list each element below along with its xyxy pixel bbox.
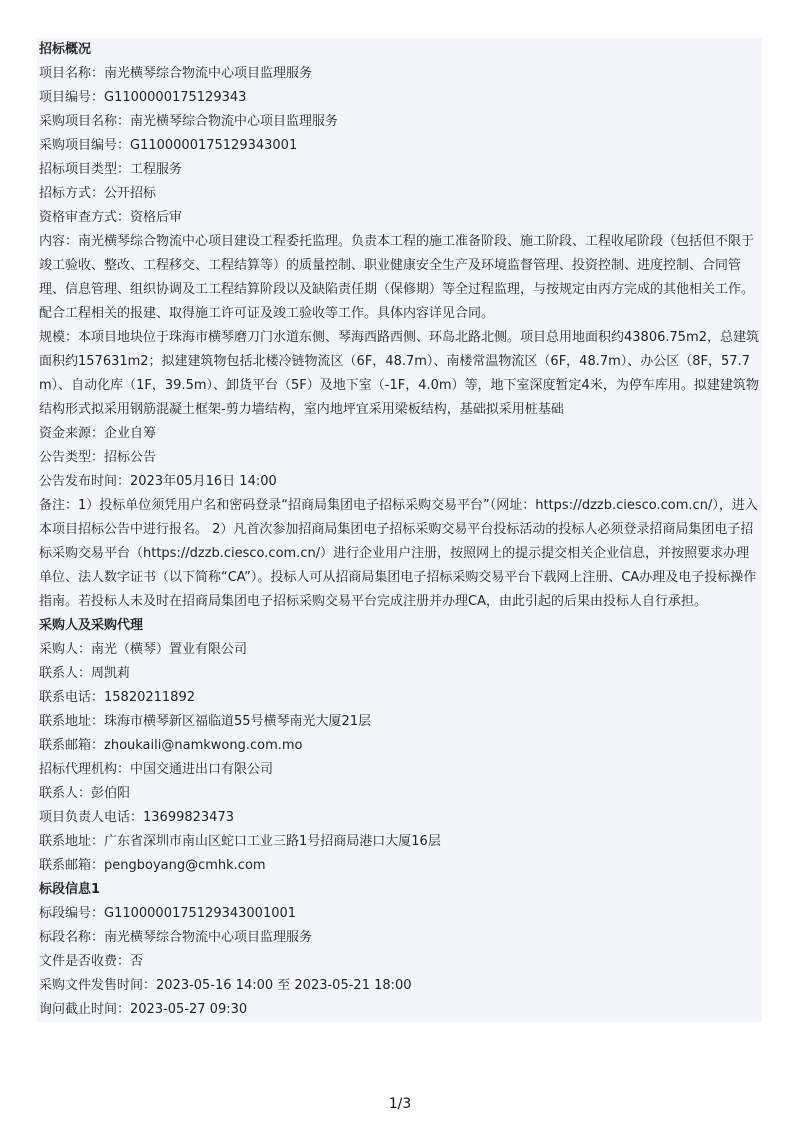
fee-status: 文件是否收费：否 [39,954,144,969]
qualification-review: 资格审查方式：资格后审 [39,210,183,225]
tender-notice-body [37,38,762,1022]
purchaser-email: 联系邮箱：zhoukaili@namkwong.com.mo [39,738,303,753]
remark: 备注：1）投标单位须凭用户名和密码登录“招商局集团电子招标采购交易平台”（网址：https://dzzb.ciesco.com.cn/），进入本项目招标公告中进行报名。 2）凡首次参加招商局集团电子招标采购交易平台投标活动的投标人必须登录招商局集团电子招标采购交易平台（https://dzzb.ciesco.com.cn/）进行企业用户注册，按照网上的提示提交相关企业信息，并按照要求办理单位、法人数字证书（以下简称“CA”）。投标人可从招商局集团电子招标采购交易平台下载网上注册、CA办理及电子投标操作指南。若投标人未及时在招商局集团电子招标采购交易平台完成注册并办理CA，由此引起的后果由投标人自行承担。 [39,498,758,609]
agency-address: 联系地址：广东省深圳市南山区蛇口工业三路1号招商局港口大厦16层 [39,834,441,849]
purchaser-address: 联系地址：珠海市横琴新区福临道55号横琴南光大厦21层 [39,714,372,729]
agency-name: 招标代理机构：中国交通进出口有限公司 [39,762,274,777]
section-title-overview: 招标概况 [39,42,92,57]
page-number: 1/3 [388,1096,412,1112]
lot-number: 标段编号：G1100000175129343001001 [39,906,297,921]
purchaser-name: 采购人：南光（横琴）置业有限公司 [39,642,248,657]
lot-name: 标段名称：南光横琴综合物流中心项目监理服务 [39,930,313,945]
document-sale-time: 采购文件发售时间：2023-05-16 14:00 至 2023-05-21 18:00 [39,978,412,993]
notice-type: 公告类型：招标公告 [39,450,157,465]
section-title-purchaser: 采购人及采购代理 [39,618,144,633]
agency-email: 联系邮箱：pengboyang@cmhk.com [39,858,266,873]
project-content: 内容：南光横琴综合物流中心项目建设工程委托监理。负责本工程的施工准备阶段、施工阶段、工程收尾阶段（包括但不限于竣工验收、整改、工程移交、工程结算等）的质量控制、职业健康安全生产及环境监督管理、投资控制、进度控制、合同管理、信息管理、组织协调及工工程结算阶段以及缺陷责任期（保修期）等全过程监理，与按规定由丙方完成的其他相关工作。配合工程相关的报建、取得施工许可证及竣工验收等工作。具体内容详见合同。 [39,234,755,321]
agency-contact: 联系人：彭伯阳 [39,786,131,801]
publish-time: 公告发布时间：2023年05月16日 14:00 [39,474,277,489]
project-scale: 规模：本项目地块位于珠海市横琴磨刀门水道东侧、琴海西路西侧、环岛北路北侧。项目总用地面积约43806.75m2，总建筑面积约157631m2；拟建建筑物包括北楼冷链物流区（6F，48.7m）、南楼常温物流区（6F，48.7m）、办公区（8F，57.7m）、自动化库（1F，39.5m）、卸货平台（5F）及地下室（-1F，4.0m）等，地下室深度暂定4米，为停车库用。拟建建筑物结构形式拟采用钢筋混凝土框架-剪力墙结构，室内地坪宜采用梁板结构，基础拟采用桩基础 [39,330,759,417]
project-name: 项目名称：南光横琴综合物流中心项目监理服务 [39,66,313,81]
tender-method: 招标方式：公开招标 [39,186,157,201]
fund-source: 资金来源：企业自筹 [39,426,157,441]
purchase-project-number: 采购项目编号：G1100000175129343001 [39,138,298,153]
inquiry-deadline: 询问截止时间：2023-05-27 09:30 [39,1002,248,1017]
manager-phone: 项目负责人电话：13699823473 [39,810,234,825]
purchaser-contact: 联系人：周凯莉 [39,666,131,681]
purchase-project-name: 采购项目名称：南光横琴综合物流中心项目监理服务 [39,114,339,129]
section-title-lot: 标段信息1 [39,882,101,897]
project-number: 项目编号：G1100000175129343 [39,90,247,105]
project-type: 招标项目类型：工程服务 [39,162,183,177]
purchaser-phone: 联系电话：15820211892 [39,690,195,705]
